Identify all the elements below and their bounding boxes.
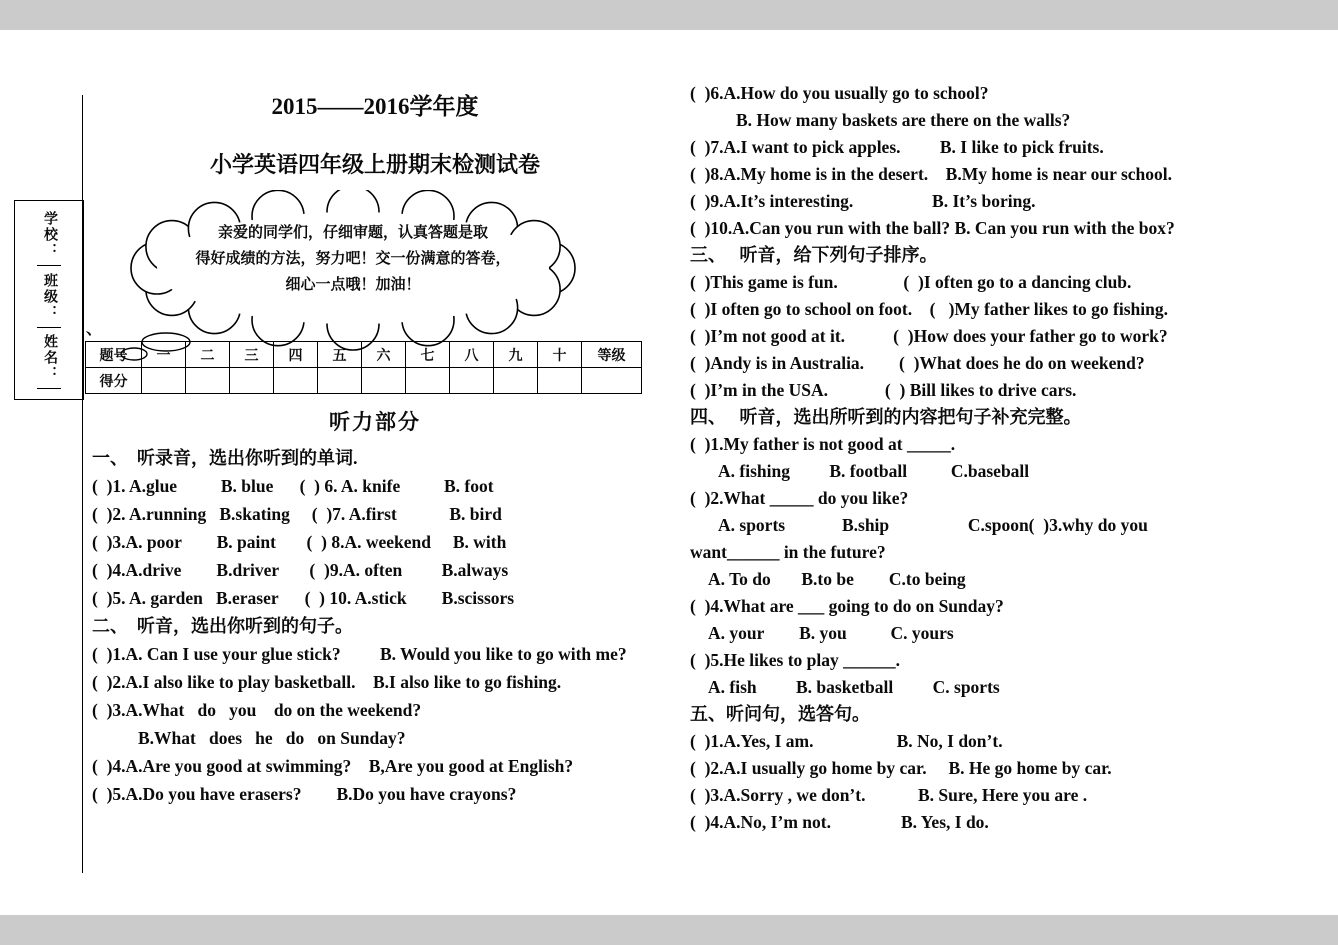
info-field-1 [37, 273, 61, 328]
question-line: ( )2.A.I also like to play basketball. B.I also like to go fishing. [92, 672, 562, 692]
score-table-header-cell: 五 [318, 342, 362, 368]
score-table-header-cell: 一 [142, 342, 186, 368]
question-line: ( )1.My father is not good at _____. [690, 434, 956, 454]
section-heading: 四、 听音，选出所听到的内容把句子补充完整。 [690, 407, 1082, 427]
section-heading: 二、 听音，选出你听到的句子。 [92, 616, 353, 636]
info-label: 班级： [42, 272, 57, 321]
question-line: ( )This game is fun. ( )I often go to a dancing club. [690, 272, 1132, 292]
score-empty-cell [406, 368, 450, 394]
question-line: ( )1.A. Can I use your glue stick? B. Would you like to go with me? [92, 644, 627, 664]
question-line: A. your B. you C. yours [708, 623, 954, 643]
info-field-2 [37, 334, 61, 389]
section-heading: 一、 听录音，选出你听到的单词. [92, 448, 358, 468]
question-line: ( )Andy is in Australia. ( )What does he do on weekend? [690, 353, 1145, 373]
question-line: ( )I’m in the USA. ( ) Bill likes to drive cars. [690, 380, 1077, 400]
score-empty-cell [274, 368, 318, 394]
question-line: ( )2.A.I usually go home by car. B. He go home by car. [690, 758, 1112, 778]
info-field-0 [37, 211, 61, 266]
right-question-column [690, 80, 1278, 836]
top-gray-bar [0, 0, 1338, 30]
question-line: ( )4.A.Are you good at swimming? B,Are you good at English? [92, 756, 574, 776]
question-line: ( )7.A.I want to pick apples. B. I like to pick fruits. [690, 137, 1104, 157]
question-line: ( )4.A.drive B.driver ( )9.A. often B.always [92, 560, 509, 580]
info-label: 姓名： [42, 334, 57, 382]
question-line: ( )1.A.Yes, I am. B. No, I don’t. [690, 731, 1003, 751]
question-line: ( )I often go to school on foot. ( )My father likes to go fishing. [690, 299, 1168, 319]
question-line: A. fishing B. football C.baseball [718, 461, 1030, 481]
score-table-header-cell: 十 [538, 342, 582, 368]
question-line: want______ in the future? [690, 542, 886, 562]
score-empty-cell [538, 368, 582, 394]
question-line: A. fish B. basketball C. sports [708, 677, 1000, 697]
question-line: ( )5.He likes to play ______. [690, 650, 900, 670]
question-line: ( )10.A.Can you run with the ball? B. Can you run with the box? [690, 218, 1175, 238]
question-line: ( )9.A.It’s interesting. B. It’s boring. [690, 191, 1036, 211]
stray-punctuation: 、 [86, 321, 103, 338]
cloud-message-line: 细心一点哦！加油！ [285, 277, 421, 293]
section-heading: 三、 听音，给下列句子排序。 [690, 245, 938, 265]
question-line: B.What does he do on Sunday? [138, 728, 406, 748]
question-line: A. sports B.ship C.spoon( )3.why do you [718, 515, 1148, 535]
score-table-header-cell: 六 [362, 342, 406, 368]
score-table-header-cell: 二 [186, 342, 230, 368]
question-line: ( )5. A. garden B.eraser ( ) 10. A.stick B.scissors [92, 588, 515, 608]
cloud-message [153, 220, 553, 298]
question-line: ( )5.A.Do you have erasers? B.Do you have crayons? [92, 784, 517, 804]
question-line: ( )I’m not good at it. ( )How does your father go to work? [690, 326, 1168, 346]
score-empty-cell [186, 368, 230, 394]
info-blank-line [37, 265, 61, 266]
left-question-column [92, 444, 678, 808]
question-line: ( )6.A.How do you usually go to school? [690, 83, 989, 103]
score-table-header-cell: 等级 [582, 342, 642, 368]
question-line: ( )8.A.My home is in the desert. B.My home is near our school. [690, 164, 1173, 184]
question-line: ( )2. A.running B.skating ( )7. A.first B. bird [92, 504, 502, 524]
exam-title: 小学英语四年级上册期末检测试卷 [209, 152, 540, 177]
listening-part-title: 听力部分 [329, 410, 421, 434]
score-empty-cell [230, 368, 274, 394]
student-info-box [14, 200, 84, 400]
school-year-title: 2015——2016学年度 [271, 94, 479, 119]
bottom-gray-bar [0, 915, 1338, 945]
score-table-header-cell: 八 [450, 342, 494, 368]
score-empty-cell [450, 368, 494, 394]
section-heading: 五、听问句，选答句。 [690, 704, 870, 724]
score-table-header-cell: 三 [230, 342, 274, 368]
question-line: ( )4.What are ___ going to do on Sunday? [690, 596, 1004, 616]
score-table-header-cell: 题号 [86, 342, 142, 368]
question-line: ( )1. A.glue B. blue ( ) 6. A. knife B. foot [92, 476, 494, 496]
score-table-header-cell: 四 [274, 342, 318, 368]
score-empty-cell [318, 368, 362, 394]
score-table-header-cell: 九 [494, 342, 538, 368]
info-label: 学校： [42, 211, 57, 259]
question-line: ( )2.What _____ do you like? [690, 488, 909, 508]
question-line: B. How many baskets are there on the walls? [736, 110, 1071, 130]
question-line: ( )3.A.Sorry , we don’t. B. Sure, Here you are . [690, 785, 1088, 805]
score-empty-cell [494, 368, 538, 394]
question-line: ( )3.A.What do you do on the weekend? [92, 700, 422, 720]
score-row-label: 得分 [86, 368, 142, 394]
score-empty-cell [142, 368, 186, 394]
info-blank-line [37, 388, 61, 389]
question-line: A. To do B.to be C.to being [708, 569, 966, 589]
score-empty-cell [582, 368, 642, 394]
cloud-message-line: 得好成绩的方法，努力吧！交一份满意的答卷， [195, 251, 511, 267]
info-blank-line [37, 327, 61, 328]
question-line: ( )4.A.No, I’m not. B. Yes, I do. [690, 812, 989, 832]
question-line: ( )3.A. poor B. paint ( ) 8.A. weekend B. with [92, 532, 507, 552]
score-table [85, 341, 642, 394]
encouragement-cloud [118, 190, 588, 365]
score-table-header-cell: 七 [406, 342, 450, 368]
score-empty-cell [362, 368, 406, 394]
cloud-message-line: 亲爱的同学们，仔细审题，认真答题是取 [217, 225, 488, 241]
